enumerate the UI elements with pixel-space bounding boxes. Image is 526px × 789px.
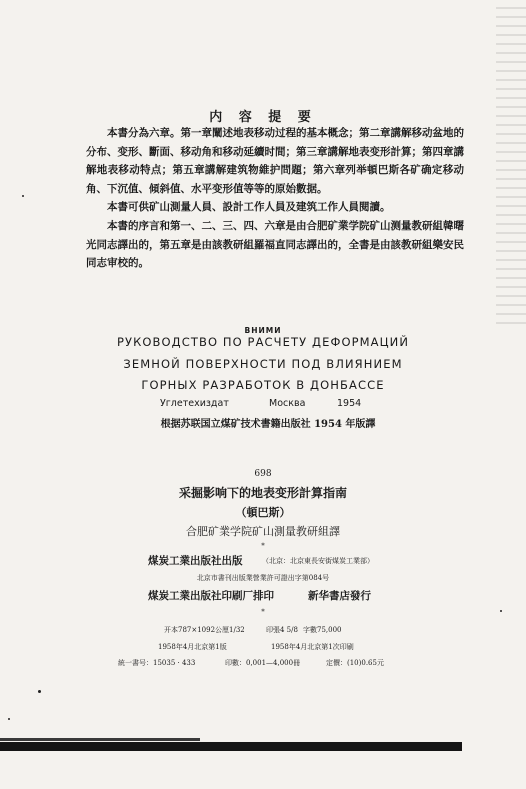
book-translator: 合肥矿業学院矿山測量教研組譯 xyxy=(186,525,340,538)
original-city: Москва xyxy=(269,398,306,409)
first-printing: 1958年4月北京第1次印刷 xyxy=(271,643,354,651)
print-run: 印數：0,001—4,000冊 xyxy=(225,659,301,667)
summary-heading: 内 容 提 要 xyxy=(209,110,317,125)
scan-speck xyxy=(500,610,502,612)
scan-speck xyxy=(22,195,24,197)
original-publisher: Углетехиздат xyxy=(160,398,229,409)
separator-star-1: * xyxy=(261,542,265,550)
price: 定價：(10)0.65元 xyxy=(326,659,384,667)
summary-text xyxy=(86,124,464,273)
original-title-line-2: ЗЕМНОЙ ПОВЕРХНОСТИ ПОД ВЛИЯНИЕМ xyxy=(123,357,403,371)
book-number: 698 xyxy=(254,469,272,479)
scan-speck xyxy=(38,690,41,693)
book-sheets: 印張4 5/8 xyxy=(266,626,298,634)
distributor-name: 新华書店發行 xyxy=(308,590,371,602)
book-author: （頓巴斯） xyxy=(235,506,291,519)
publisher-name: 煤炭工業出版社出版 xyxy=(148,555,243,567)
book-word-count: 字數75,000 xyxy=(303,626,342,634)
separator-star-2: * xyxy=(261,608,265,616)
book-title: 采掘影响下的地表变形計算指南 xyxy=(178,486,347,500)
publisher-address: （北京：北京東長安街煤炭工業部） xyxy=(262,557,374,565)
original-year: 1954 xyxy=(337,398,362,409)
summary-paragraph-1: 本書分為六章。第一章闡述地表移动过程的基本概念；第二章講解移动盆地的分布、变形、斷面、移动角和移动延續时間；第三章講解地表变形計算；第四章講解地表移动特点；第五章講解建筑物維护問題；第六章列举頓巴斯各矿确定移动角、下沉值、傾斜值、水平变形值等等的原始數据。 xyxy=(86,127,464,195)
original-title-line-1: РУКОВОДСТВО ПО РАСЧЕТУ ДЕФОРМАЦИЙ xyxy=(116,335,410,349)
translation-note: 根据苏联国立煤矿技术書籍出版社 1954 年版譯 xyxy=(160,419,376,430)
original-title-line-3: ГОРНЫХ РАЗРАБОТОК В ДОНБАССЕ xyxy=(141,378,385,392)
book-format: 开本787×1092公厘1/32 xyxy=(164,626,245,634)
publishing-license: 北京市書刊出版業營業許可證出字第084号 xyxy=(196,574,330,582)
original-org: ВНИМИ xyxy=(244,326,282,335)
scan-edge-noise xyxy=(496,0,526,330)
scan-speck xyxy=(8,718,10,720)
printer-name: 煤炭工業出版社印刷厂排印 xyxy=(148,590,274,602)
scan-bottom-edge-shadow xyxy=(0,738,200,741)
scan-bottom-edge xyxy=(0,742,462,751)
summary-paragraph-2: 本書可供矿山測量人員、設計工作人員及建筑工作人員閱讀。 xyxy=(107,201,391,214)
summary-paragraph-3: 本書的序言和第一、二、三、四、六章是由合肥矿業学院矿山测量教研組韓曙光同志譯出的，第五章是由該教研組羅福直同志譯出的，全書是由該教研組樂安民同志审校的。 xyxy=(86,219,464,270)
unified-book-code: 統一書号：15035 · 433 xyxy=(118,659,196,667)
first-edition: 1958年4月北京第1版 xyxy=(158,643,227,651)
